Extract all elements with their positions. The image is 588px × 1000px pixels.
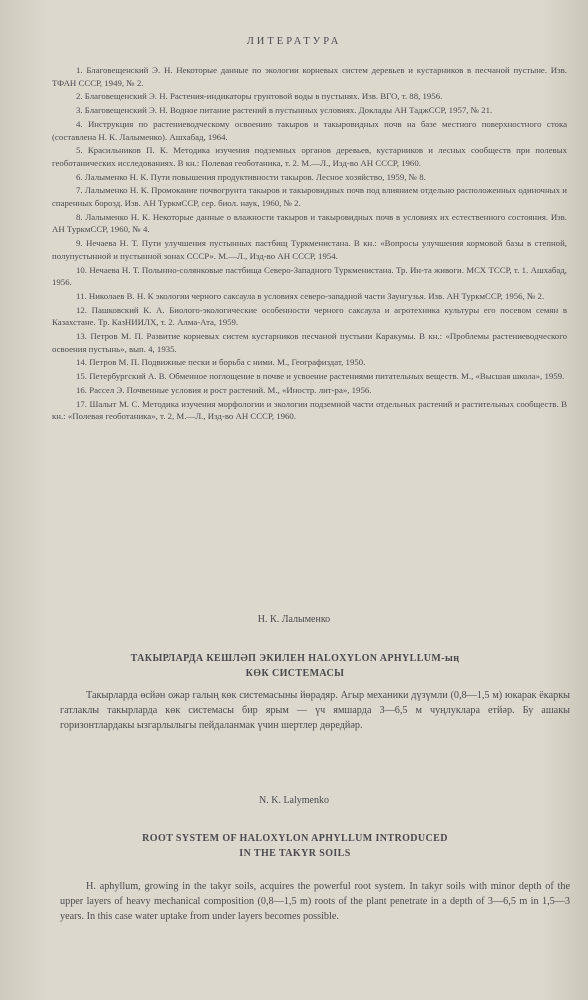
reference-item: 15. Петербургский А. В. Обменное поглощение в почве и усвоение растениями питательных веществ. М., «Высшая школа», 1959. xyxy=(76,371,565,382)
reference-item: 9. Нечаева Н. Т. Пути улучшения пустынных пастбищ Туркменистана. В кн.: «Вопросы улучшения кормовой базы в степной, полупустынной и пустынной зонах СССР». М.—Л., Изд-во АН СССР, 1954. xyxy=(52,238,567,261)
turkmen-title-line-1: ТАКЫРЛАРДА КЕШЛӘП ЭКИЛЕН HALOXYLON APHYLLUM-ың xyxy=(130,653,460,664)
reference-item: 1. Благовещенский Э. Н. Некоторые данные по экологии корневых систем деревьев и кустарников в песчаной пустыне. Изв. ТФАН СССР, 1949, № 2. xyxy=(52,65,567,88)
reference-item: 10. Нечаева Н. Т. Полынно-солянковые пастбища Северо-Западного Туркменистана. Тр. Ин-та живоги. МСХ ТССР, т. 1. Ашхабад, 1956. xyxy=(52,264,567,288)
reference-item: 3. Благовещенский Э. Н. Водное питание растений в пустынных условиях. Доклады АН ТаджССР, 1957, № 21. xyxy=(76,105,493,116)
reference-item: 8. Лалыменко Н. К. Некоторые данные о влажности такыров и такыровидных почв в условиях их естественного состояния. Изв. АН ТуркмССР, 1960, № 4. xyxy=(52,211,567,235)
reference-item: 7. Лалыменко Н. К. Промокание почвогрунта такыров и такыровидных почв под влиянием отдельно расположенных одиночных и спаренных борозд. Изв. АН ТуркмССР, сер. биол. наук, 1960, № 2. xyxy=(52,185,567,209)
reference-item: 2. Благовещенский Э. Н. Растения-индикаторы грунтовой воды в пустынях. Изв. ВГО, т. 88, 1956. xyxy=(76,91,443,102)
reference-item: 11. Николаев В. Н. К экологии черного саксаула в условиях северо-западной части Заунгузья. Изв. АН ТуркмССР, 1956, № 2. xyxy=(76,290,545,301)
english-abstract: H. aphyllum, growing in the takyr soils, acquires the powerful root system. In takyr soils with minor depth of the upper layers of heavy mechanical composition (0,8—1,5 m) roots of the plant penetrate in a depth of 3—6,5 m in 1,5—3 years. In this case water uptake from under layers becomes possible. xyxy=(60,881,570,922)
reference-item: 13. Петров М. П. Развитие корневых систем кустарников песчаной пустыни Каракумы. В кн.: «Проблемы растениеводческого освоения пустынь», вып. 4, 1935. xyxy=(52,331,567,354)
english-author: N. K. Lalymenko xyxy=(259,795,329,806)
reference-item: 4. Инструкция по растениеводческому освоению такыров и такыровидных почв на базе местного поверхностного стока (составлена Н. К. Лалыменко). Ашхабад, 1964. xyxy=(52,118,567,142)
turkmen-abstract: Такырларда өсйән ожар галың көк системасыны йөрадяр. Агыр механики дүзүмли (0,8—1,5 м) юкарак ёкаркы гатлаклы такырларда көк системасы бир ярым — үч ямшарда 3—6,5 м чуңлуклара етйәр. Бу ашакы горизонтлардакы ызгарлылыгы пейдаланмак үчин шертлер дөредйәр. xyxy=(60,690,570,731)
english-title xyxy=(60,831,530,861)
section-heading: ЛИТЕРАТУРА xyxy=(246,36,342,47)
english-title-line-2: IN THE TAKYR SOILS xyxy=(239,848,351,859)
english-title-line-1: ROOT SYSTEM OF HALOXYLON APHYLLUM INTRODUCED xyxy=(142,833,448,844)
reference-item: 14. Петров М. П. Подвижные пески и борьба с ними. М., Географиздат, 1950. xyxy=(76,357,366,368)
reference-item: 6. Лалыменко Н. К. Пути повышения продуктивности такыров. Лесное хозяйство, 1959, № 8. xyxy=(76,171,426,182)
turkmen-author: Н. К. Лалыменко xyxy=(257,614,331,625)
turkmen-title xyxy=(60,651,530,681)
reference-item: 16. Рассел Э. Почвенные условия и рост растений. М., «Иностр. лит-ра», 1956. xyxy=(76,384,372,395)
turkmen-title-line-2: КӨК СИСТЕМАСЫ xyxy=(245,668,345,679)
reference-item: 17. Шалыт М. С. Методика изучения морфологии и экологии подземной части отдельных растений и растительных сообществ. В кн.: «Полевая геоботаника», т. 2, М.—Л., Изд-во АН СССР, 1960. xyxy=(52,398,567,422)
reference-item: 5. Красильников П. К. Методика изучения подземных органов деревьев, кустарников и лесных сообществ при полевых геоботанических исследованиях. В кн.: Полевая геоботаника, т. 2. М.—Л., Изд-во АН СССР, 1960. xyxy=(52,145,567,168)
reference-list xyxy=(52,64,567,424)
reference-item: 12. Пашковский К. А. Биолого-экологические особенности черного саксаула и агротехника культуры его посевом семян в Казахстане. Тр. КазНИИЛХ, т. 2. Алма-Ата, 1959. xyxy=(52,304,567,328)
